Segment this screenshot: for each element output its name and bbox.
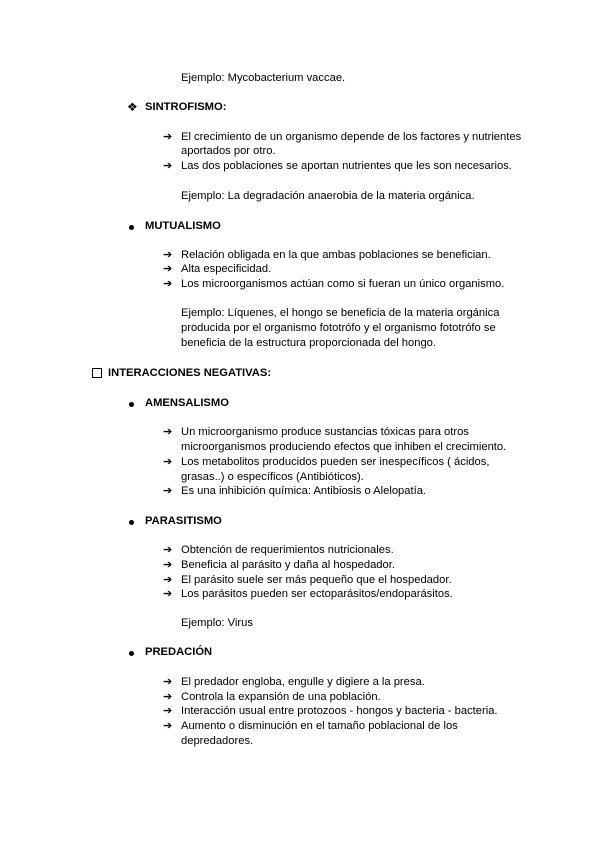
list-item: El parásito suele ser más pequeño que el hospedador. <box>181 574 452 586</box>
list-item: Los metabolitos producidos pueden ser inespecíficos ( ácidos, <box>181 456 490 468</box>
arrow-bullet-icon: ➔ <box>163 676 173 688</box>
arrow-bullet-icon: ➔ <box>163 544 173 556</box>
sintrofismo-example: Ejemplo: La degradación anaerobia de la materia orgánica. <box>181 190 475 202</box>
negativas-heading: INTERACCIONES NEGATIVAS: <box>108 367 272 379</box>
parasitismo-heading: PARASITISMO <box>145 515 222 527</box>
arrow-bullet-icon: ➔ <box>163 263 173 275</box>
list-item: Interacción usual entre protozoos - hongos y bacteria - bacteria. <box>181 705 498 717</box>
list-item: Obtención de requerimientos nutricionales. <box>181 544 394 556</box>
arrow-bullet-icon: ➔ <box>163 574 173 586</box>
arrow-bullet-icon: ➔ <box>163 720 173 732</box>
list-item-continuation: aportados por otro. <box>181 145 276 157</box>
arrow-bullet-icon: ➔ <box>163 456 173 468</box>
list-item: El predador engloba, engulle y digiere a la presa. <box>181 676 425 688</box>
mutualismo-example-line: beneficia de la estructura proporcionada del hongo. <box>181 337 437 349</box>
list-item: Un microorganismo produce sustancias tóxicas para otros <box>181 426 469 438</box>
arrow-bullet-icon: ➔ <box>163 705 173 717</box>
arrow-bullet-icon: ➔ <box>163 691 173 703</box>
arrow-bullet-icon: ➔ <box>163 426 173 438</box>
list-item-continuation: microorganismos produciendo efectos que inhiben el crecimiento. <box>181 441 507 453</box>
mutualismo-heading: MUTUALISMO <box>145 220 221 232</box>
mutualismo-example: Ejemplo: Líquenes, el hongo se beneficia de la materia orgánica <box>181 307 500 319</box>
arrow-bullet-icon: ➔ <box>163 131 173 143</box>
arrow-bullet-icon: ➔ <box>163 249 173 261</box>
list-item: Aumento o disminución en el tamaño poblacional de los <box>181 720 458 732</box>
parasitismo-example: Ejemplo: Virus <box>181 617 253 629</box>
checkbox-square-icon <box>92 368 102 378</box>
arrow-bullet-icon: ➔ <box>163 588 173 600</box>
list-item: Los microorganismos actúan como si fueran un único organismo. <box>181 278 505 290</box>
list-item-continuation: grasas..) o específicos (Antibióticos). <box>181 471 364 483</box>
circle-bullet-icon <box>129 225 134 230</box>
arrow-bullet-icon: ➔ <box>163 278 173 290</box>
circle-bullet-icon <box>129 520 134 525</box>
list-item: Es una inhibición química: Antibiosis o Alelopatía. <box>181 485 427 497</box>
list-item-continuation: depredadores. <box>181 735 254 747</box>
list-item: Los parásitos pueden ser ectoparásitos/endoparásitos. <box>181 588 453 600</box>
amensalismo-heading: AMENSALISMO <box>145 397 229 409</box>
arrow-bullet-icon: ➔ <box>163 160 173 172</box>
diamond-bullet-icon: ❖ <box>127 100 138 114</box>
list-item: Las dos poblaciones se aportan nutrientes que les son necesarios. <box>181 160 512 172</box>
sintrofismo-heading: SINTROFISMO: <box>145 101 227 113</box>
list-item: Relación obligada en la que ambas poblaciones se benefician. <box>181 249 491 261</box>
list-item: Controla la expansión de una población. <box>181 691 381 703</box>
mutualismo-example-line: producida por el organismo fototrófo y el organismo fototrófo se <box>181 322 496 334</box>
circle-bullet-icon <box>129 651 134 656</box>
arrow-bullet-icon: ➔ <box>163 559 173 571</box>
circle-bullet-icon <box>129 402 134 407</box>
list-item: El crecimiento de un organismo depende de los factores y nutrientes <box>181 131 522 143</box>
list-item: Beneficia al parásito y daña al hospedador. <box>181 559 395 571</box>
arrow-bullet-icon: ➔ <box>163 485 173 497</box>
list-item: Alta especificidad. <box>181 263 272 275</box>
predacion-heading: PREDACIÓN <box>145 646 213 658</box>
mycobacterium-example: Ejemplo: Mycobacterium vaccae. <box>181 72 346 84</box>
